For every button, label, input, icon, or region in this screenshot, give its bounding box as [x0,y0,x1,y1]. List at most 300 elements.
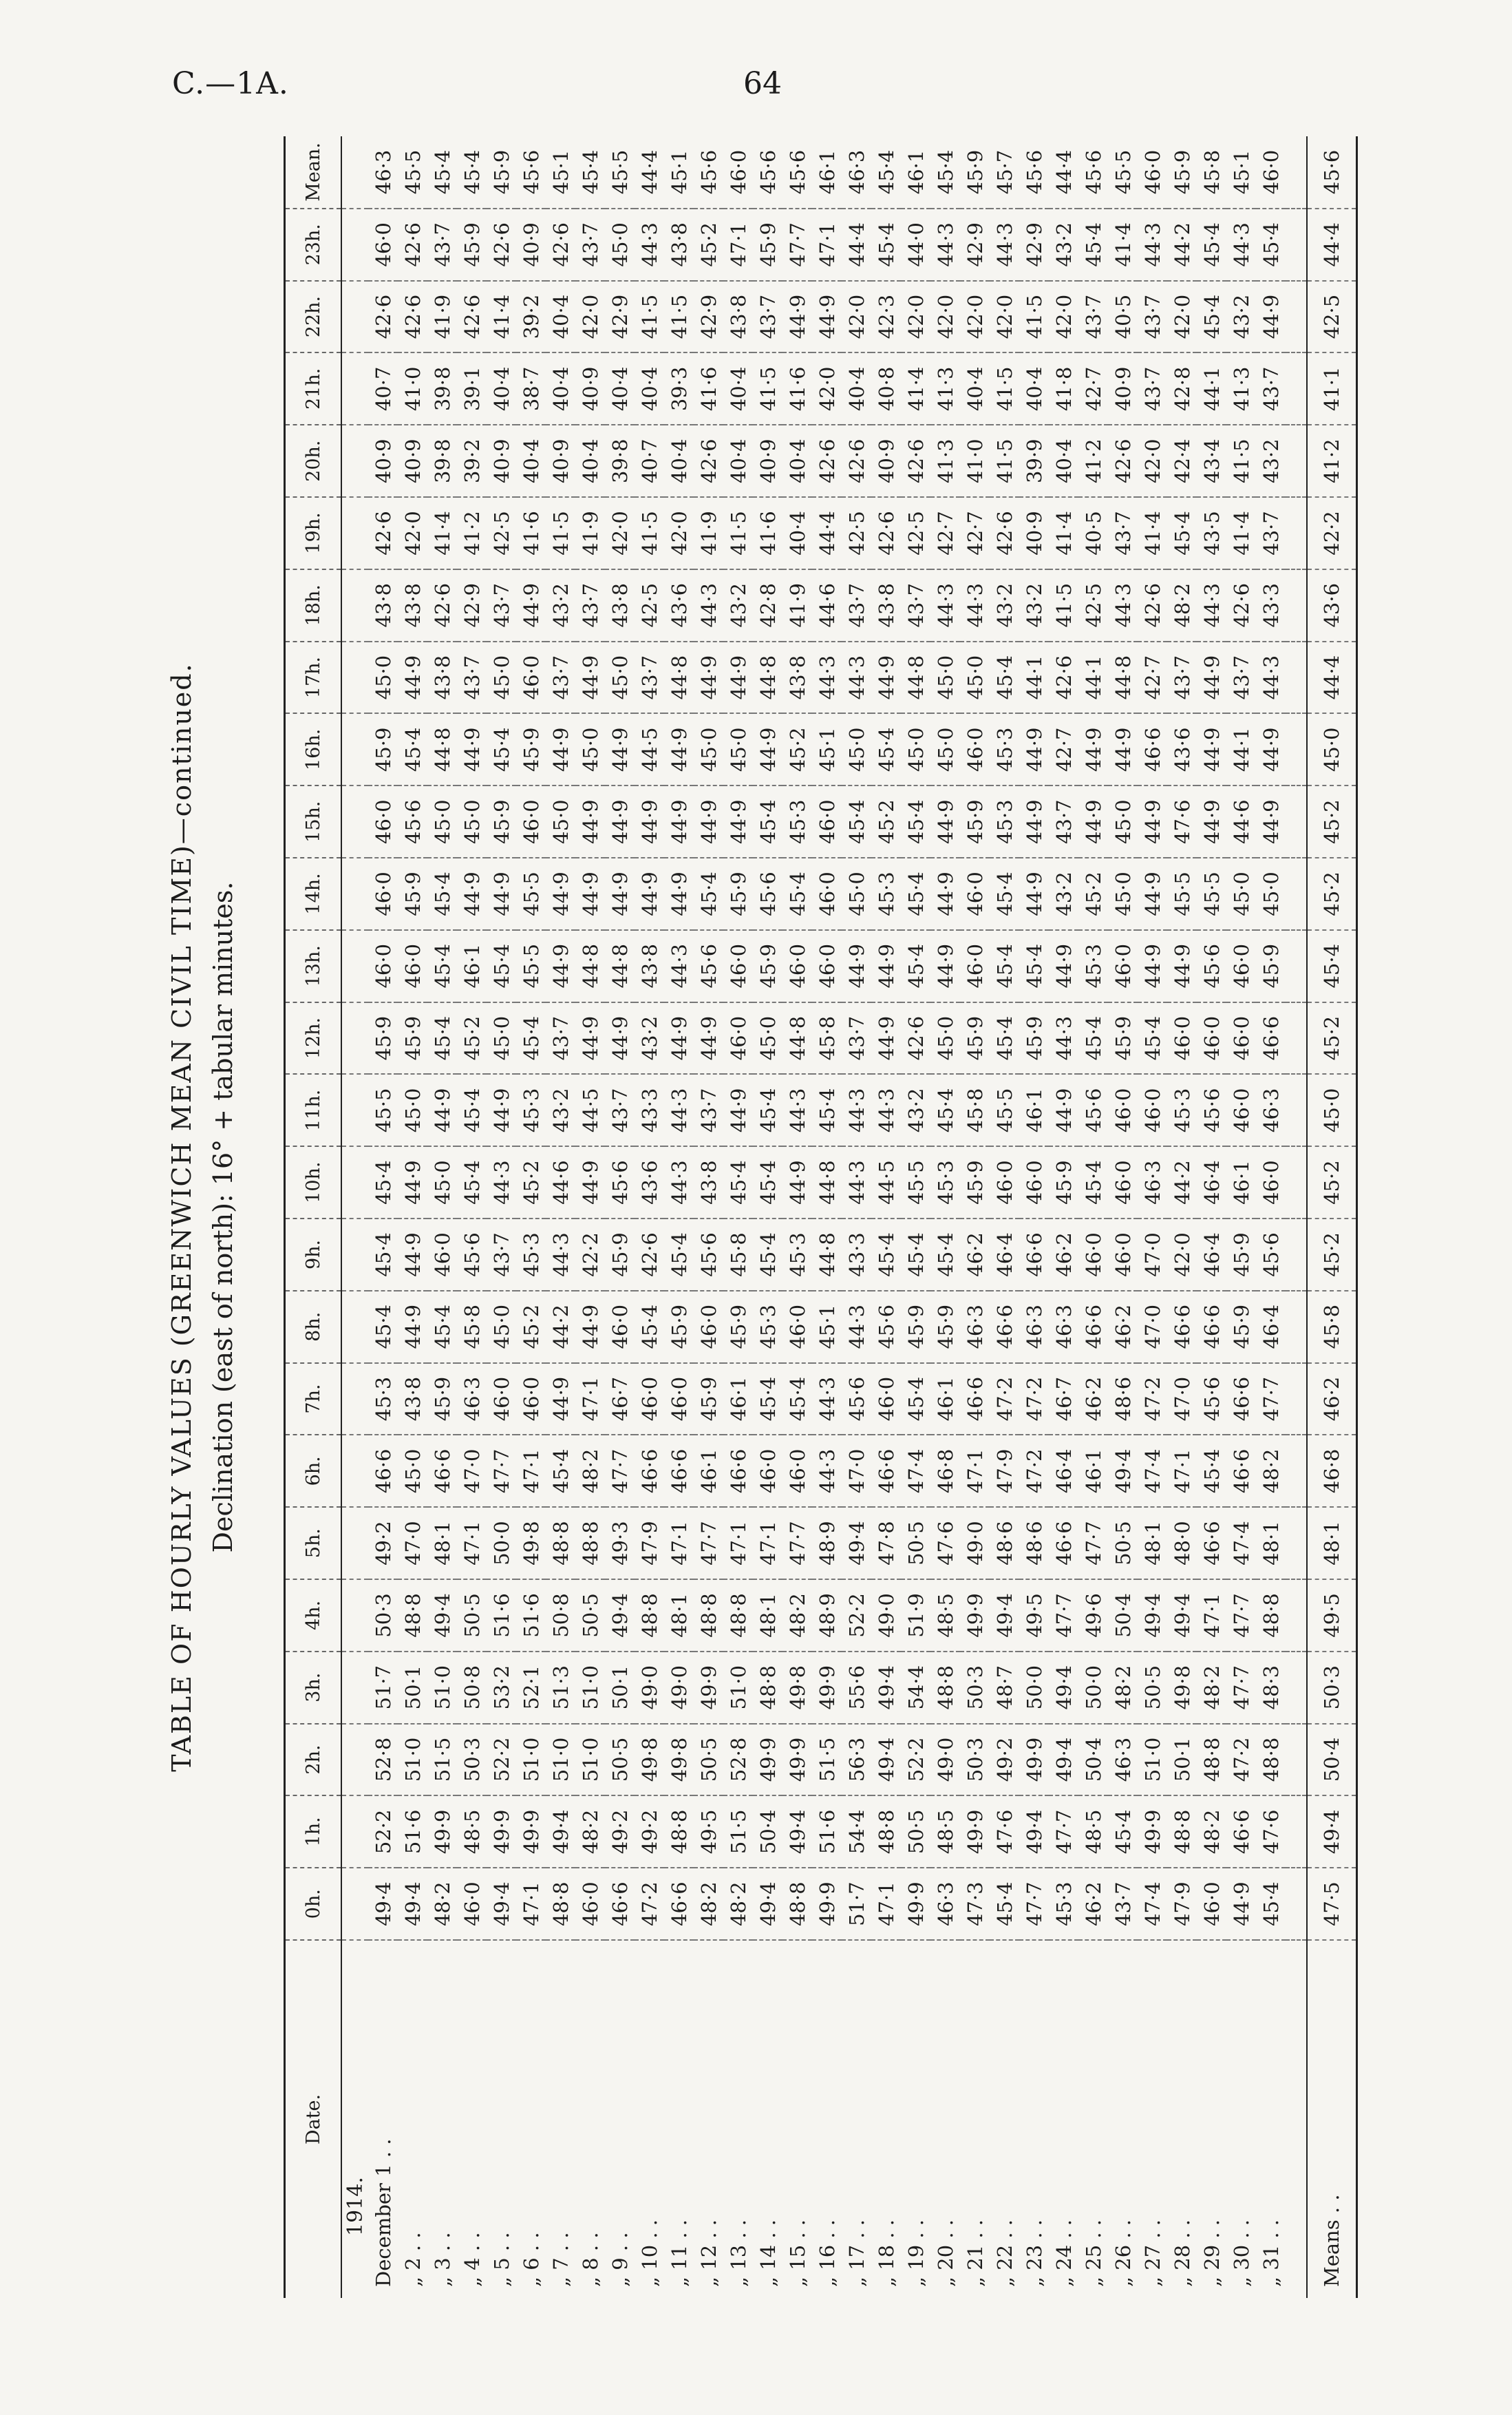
date-cell: „ 30 . . [1229,2219,1253,2287]
value-cell: 46·0 [960,930,990,1002]
value-cell: 44·8 [575,930,605,1002]
value-cell: 45·4 [753,1146,782,1219]
value-cell: 46·6 [871,1435,901,1507]
value-cell: 42·6 [871,497,901,569]
value-cell: 46·8 [1307,1435,1357,1507]
value-cell: 45·4 [427,1002,457,1075]
value-cell: 45·4 [990,1868,1019,1940]
value-cell: 50·0 [1078,1652,1108,1724]
empty-cell [1286,1940,1307,2298]
value-cell: 45·6 [516,136,546,209]
value-cell: 44·5 [871,1146,901,1219]
value-cell: 42·6 [398,209,427,281]
value-cell: 43·7 [694,1074,723,1146]
value-cell: 45·0 [487,1002,516,1075]
table-row [1138,136,1167,2298]
empty-cell [1286,1652,1307,1724]
value-cell: 51·6 [516,1579,546,1652]
value-cell: 43·3 [635,1074,664,1146]
value-cell: 44·9 [1197,785,1226,858]
value-cell: 45·3 [782,785,812,858]
value-cell: 50·5 [901,1507,930,1579]
date-cell: December 1 . . [371,2138,395,2287]
value-cell: 49·9 [694,1652,723,1724]
value-cell: 46·0 [368,785,398,858]
value-cell: 43·2 [990,569,1019,642]
value-cell: 48·1 [1138,1507,1167,1579]
value-cell: 44·9 [575,1146,605,1219]
value-cell: 45·1 [812,713,842,785]
value-cell: 44·8 [782,1002,812,1075]
value-cell: 41·2 [1078,425,1108,497]
value-cell: 44·9 [930,930,960,1002]
value-cell: 51·6 [398,1795,427,1868]
value-cell: 44·9 [605,858,635,930]
value-cell: 45·4 [871,136,901,209]
value-cell: 46·6 [664,1868,694,1940]
value-cell: 45·4 [753,1074,782,1146]
value-cell: 44·3 [842,1291,871,1363]
empty-cell [1286,1435,1307,1507]
value-cell: 44·9 [1108,713,1138,785]
value-cell: 46·2 [1049,1219,1078,1291]
value-cell: 45·3 [930,1146,960,1219]
empty-cell [1286,1002,1307,1075]
empty-cell [1286,858,1307,930]
value-cell: 42·6 [487,209,516,281]
value-cell: 44·4 [635,136,664,209]
value-cell: 49·6 [1078,1579,1108,1652]
empty-cell [341,642,368,714]
value-cell: 47·4 [1138,1435,1167,1507]
table-row [1167,136,1197,2298]
value-cell: 49·4 [605,1579,635,1652]
value-cell: 41·6 [516,497,546,569]
value-cell: 51·0 [1138,1724,1167,1796]
empty-cell [341,1363,368,1435]
value-cell: 46·0 [1138,136,1167,209]
value-cell: 45·4 [812,1074,842,1146]
value-cell: 43·2 [1256,425,1286,497]
column-header: 0h. [285,1868,342,1940]
value-cell: 43·8 [664,209,694,281]
value-cell: 49·9 [812,1652,842,1724]
value-cell: 47·1 [575,1363,605,1435]
value-cell: 45·0 [427,785,457,858]
column-header: Mean. [285,136,342,209]
table-row [1197,136,1226,2298]
table-row [960,136,990,2298]
empty-cell [341,209,368,281]
value-cell: 47·1 [516,1868,546,1940]
column-header: 22h. [285,281,342,353]
date-cell: „ 12 . . [696,2219,721,2287]
value-cell: 46·6 [368,1435,398,1507]
empty-cell [341,1291,368,1363]
value-cell: 46·0 [368,209,398,281]
value-cell: 39·3 [664,352,694,425]
date-cell: „ 29 . . [1200,2219,1224,2287]
value-cell: 45·9 [960,785,990,858]
value-cell: 40·8 [871,352,901,425]
column-header: 16h. [285,713,342,785]
value-cell: 44·9 [1019,713,1049,785]
table-row [635,136,664,2298]
value-cell: 47·6 [930,1507,960,1579]
date-cell: „ 21 . . [963,2219,987,2287]
value-cell: 41·4 [1138,497,1167,569]
value-cell: 44·3 [487,1146,516,1219]
value-cell: 44·9 [664,858,694,930]
value-cell: 46·0 [694,1291,723,1363]
value-cell: 49·4 [487,1868,516,1940]
value-cell: 49·4 [1049,1652,1078,1724]
value-cell: 46·6 [990,1291,1019,1363]
value-cell: 41·6 [753,497,782,569]
value-cell: 41·9 [427,281,457,353]
value-cell: 42·6 [812,425,842,497]
value-cell: 44·4 [1307,642,1357,714]
value-cell: 46·6 [1226,1363,1256,1435]
value-cell: 47·8 [871,1507,901,1579]
empty-cell [1286,1507,1307,1579]
value-cell: 45·4 [368,1291,398,1363]
value-cell: 46·3 [1138,1146,1167,1219]
value-cell: 45·0 [546,785,575,858]
value-cell: 52·2 [368,1795,398,1868]
value-cell: 45·4 [694,858,723,930]
value-cell: 46·1 [1226,1146,1256,1219]
column-header: 8h. [285,1291,342,1363]
value-cell: 42·6 [1138,569,1167,642]
empty-cell [341,1002,368,1075]
value-cell: 45·4 [427,930,457,1002]
value-cell: 45·5 [1197,858,1226,930]
value-cell: 42·7 [1078,352,1108,425]
value-cell: 45·4 [1019,930,1049,1002]
value-cell: 40·4 [546,352,575,425]
empty-cell [341,1579,368,1652]
value-cell: 50·3 [960,1652,990,1724]
empty-cell [341,136,368,209]
value-cell: 45·4 [1256,1868,1286,1940]
value-cell: 44·9 [1019,858,1049,930]
value-cell: 46·0 [1256,136,1286,209]
value-cell: 45·6 [871,1291,901,1363]
empty-cell [341,1724,368,1796]
value-cell: 45·4 [487,713,516,785]
value-cell: 45·9 [1226,1291,1256,1363]
value-cell: 51·0 [398,1724,427,1796]
value-cell: 46·3 [1108,1724,1138,1796]
empty-cell [1286,642,1307,714]
value-cell: 47·1 [1197,1579,1226,1652]
value-cell: 45·0 [694,713,723,785]
value-cell: 48·2 [1167,569,1197,642]
value-cell: 48·2 [1197,1795,1226,1868]
value-cell: 49·0 [960,1507,990,1579]
value-cell: 40·9 [487,425,516,497]
value-cell: 49·9 [516,1795,546,1868]
value-cell: 42·2 [1307,497,1357,569]
value-cell: 45·9 [960,136,990,209]
value-cell: 47·7 [1256,1363,1286,1435]
table-body [341,136,1357,2298]
value-cell: 46·0 [812,785,842,858]
empty-cell [1286,1795,1307,1868]
value-cell: 42·0 [812,352,842,425]
date-cell: „ 15 . . [785,2219,809,2287]
value-cell: 44·9 [516,569,546,642]
value-cell: 43·7 [1256,497,1286,569]
date-cell: „ 24 . . [1052,2219,1076,2287]
value-cell: 45·3 [990,713,1019,785]
value-cell: 45·6 [753,858,782,930]
value-cell: 46·3 [1049,1291,1078,1363]
value-cell: 45·9 [753,209,782,281]
value-cell: 44·3 [694,569,723,642]
value-cell: 45·9 [516,713,546,785]
value-cell: 45·4 [871,1219,901,1291]
column-header: 3h. [285,1652,342,1724]
value-cell: 44·9 [398,1291,427,1363]
value-cell: 45·6 [1078,136,1108,209]
value-cell: 45·7 [990,136,1019,209]
value-cell: 44·8 [1108,642,1138,714]
empty-cell [1286,425,1307,497]
value-cell: 49·5 [694,1795,723,1868]
value-cell: 45·4 [782,858,812,930]
value-cell: 45·4 [990,642,1019,714]
value-cell: 45·4 [457,1146,487,1219]
value-cell: 45·4 [368,1146,398,1219]
value-cell: 44·4 [1049,136,1078,209]
value-cell: 47·0 [398,1507,427,1579]
value-cell: 43·2 [1049,858,1078,930]
value-cell: 46·0 [782,930,812,1002]
column-header: 4h. [285,1579,342,1652]
value-cell: 49·9 [812,1868,842,1940]
value-cell: 45·6 [694,136,723,209]
value-cell: 42·7 [960,497,990,569]
value-cell: 41·5 [664,281,694,353]
value-cell: 45·4 [990,1002,1019,1075]
value-cell: 43·2 [1019,569,1049,642]
date-cell: „ 23 . . [1022,2219,1046,2287]
value-cell: 45·0 [487,642,516,714]
value-cell: 45·3 [516,1219,546,1291]
value-cell: 46·2 [960,1219,990,1291]
date-cell: „ 16 . . [815,2219,839,2287]
value-cell: 45·0 [398,1074,427,1146]
value-cell: 50·4 [1108,1579,1138,1652]
value-cell: 45·2 [1307,1219,1357,1291]
value-cell: 45·2 [1307,1146,1357,1219]
value-cell: 45·6 [1197,1074,1226,1146]
value-cell: 41·9 [694,497,723,569]
value-cell: 41·9 [575,497,605,569]
value-cell: 42·6 [546,209,575,281]
value-cell: 43·2 [635,1002,664,1075]
value-cell: 46·1 [1019,1074,1049,1146]
value-cell: 49·4 [842,1507,871,1579]
table-row [694,136,723,2298]
value-cell: 40·4 [487,352,516,425]
value-cell: 40·4 [664,425,694,497]
value-cell: 46·3 [960,1291,990,1363]
value-cell: 46·0 [812,930,842,1002]
value-cell: 45·0 [605,209,635,281]
value-cell: 41·6 [694,352,723,425]
value-cell: 49·9 [782,1724,812,1796]
value-cell: 44·9 [1078,713,1108,785]
value-cell: 49·2 [368,1507,398,1579]
report-code: C.—1A. [172,66,289,101]
value-cell: 44·2 [1167,1146,1197,1219]
empty-cell [1286,1579,1307,1652]
value-cell: 45·4 [930,136,960,209]
table-row [871,136,901,2298]
value-cell: 42·0 [605,497,635,569]
value-cell: 40·4 [635,352,664,425]
value-cell: 49·5 [1019,1579,1049,1652]
value-cell: 44·9 [871,1002,901,1075]
value-cell: 40·9 [575,352,605,425]
value-cell: 49·4 [871,1652,901,1724]
value-cell: 48·8 [1256,1724,1286,1796]
value-cell: 47·0 [842,1435,871,1507]
value-cell: 44·9 [457,858,487,930]
value-cell: 46·0 [457,1868,487,1940]
value-cell: 43·7 [487,569,516,642]
column-header: 1h. [285,1795,342,1868]
value-cell: 44·6 [812,569,842,642]
value-cell: 46·3 [930,1868,960,1940]
value-cell: 44·8 [753,642,782,714]
value-cell: 45·9 [694,1363,723,1435]
value-cell: 53·2 [487,1652,516,1724]
table-row [1078,136,1108,2298]
means-row [1307,136,1357,2298]
empty-cell [341,569,368,642]
column-header: 15h. [285,785,342,858]
value-cell: 47·1 [960,1435,990,1507]
value-cell: 44·3 [1138,209,1167,281]
value-cell: 49·4 [753,1868,782,1940]
value-cell: 46·0 [723,1002,753,1075]
value-cell: 46·6 [1049,1507,1078,1579]
value-cell: 43·7 [575,569,605,642]
value-cell: 45·4 [842,785,871,858]
value-cell: 47·4 [1138,1868,1167,1940]
value-cell: 40·4 [782,497,812,569]
value-cell: 44·9 [871,930,901,1002]
value-cell: 48·8 [782,1868,812,1940]
value-cell: 41·3 [1226,352,1256,425]
value-cell: 44·6 [1226,785,1256,858]
value-cell: 45·9 [487,785,516,858]
value-cell: 48·9 [812,1579,842,1652]
date-cell: Means . . [1307,1940,1357,2298]
value-cell: 49·4 [1049,1724,1078,1796]
value-cell: 44·3 [871,1074,901,1146]
value-cell: 49·9 [487,1795,516,1868]
value-cell: 45·6 [1197,930,1226,1002]
value-cell: 44·9 [1138,930,1167,1002]
value-cell: 50·8 [457,1652,487,1724]
value-cell: 48·2 [1197,1652,1226,1724]
value-cell: 44·1 [1197,352,1226,425]
value-cell: 45·0 [427,1146,457,1219]
value-cell: 45·8 [457,1291,487,1363]
column-header: 12h. [285,1002,342,1075]
value-cell: 45·2 [782,713,812,785]
date-cell: „ 20 . . [933,2219,957,2287]
value-cell: 47·6 [1167,785,1197,858]
empty-cell [1286,1219,1307,1291]
value-cell: 41·4 [1226,497,1256,569]
value-cell: 45·3 [516,1074,546,1146]
value-cell: 44·4 [842,209,871,281]
value-cell: 46·1 [901,136,930,209]
value-cell: 48·1 [427,1507,457,1579]
value-cell: 45·4 [1108,1795,1138,1868]
value-cell: 46·0 [1197,1868,1226,1940]
value-cell: 42·9 [694,281,723,353]
table-row [427,136,457,2298]
value-cell: 43·2 [1226,281,1256,353]
value-cell: 45·8 [812,1002,842,1075]
date-cell: „ 5 . . [489,2232,513,2287]
value-cell: 42·6 [1108,425,1138,497]
value-cell: 49·8 [1167,1652,1197,1724]
value-cell: 43·7 [842,1002,871,1075]
value-cell: 48·8 [1167,1795,1197,1868]
value-cell: 44·9 [1226,1868,1256,1940]
table-row [1256,136,1286,2298]
value-cell: 44·9 [723,1074,753,1146]
value-cell: 48·6 [1108,1363,1138,1435]
value-cell: 46·0 [516,642,546,714]
value-cell: 50·8 [546,1579,575,1652]
value-cell: 45·2 [1078,858,1108,930]
value-cell: 44·3 [782,1074,812,1146]
value-cell: 40·7 [368,352,398,425]
value-cell: 45·9 [487,136,516,209]
date-cell: „ 13 . . [726,2219,750,2287]
value-cell: 45·4 [1078,1146,1108,1219]
value-cell: 42·9 [960,209,990,281]
value-cell: 45·6 [694,930,723,1002]
value-cell: 45·6 [1019,136,1049,209]
value-cell: 45·4 [753,1363,782,1435]
value-cell: 42·0 [930,281,960,353]
value-cell: 48·2 [427,1868,457,1940]
value-cell: 46·4 [1197,1146,1226,1219]
value-cell: 44·3 [842,642,871,714]
value-cell: 45·0 [368,642,398,714]
value-cell: 45·9 [457,209,487,281]
value-cell: 48·8 [546,1868,575,1940]
value-cell: 46·0 [1197,1002,1226,1075]
empty-cell [341,1219,368,1291]
value-cell: 44·9 [664,785,694,858]
value-cell: 44·3 [664,930,694,1002]
value-cell: 43·2 [1049,209,1078,281]
value-cell: 46·0 [575,1868,605,1940]
empty-cell [341,425,368,497]
value-cell: 45·4 [427,136,457,209]
